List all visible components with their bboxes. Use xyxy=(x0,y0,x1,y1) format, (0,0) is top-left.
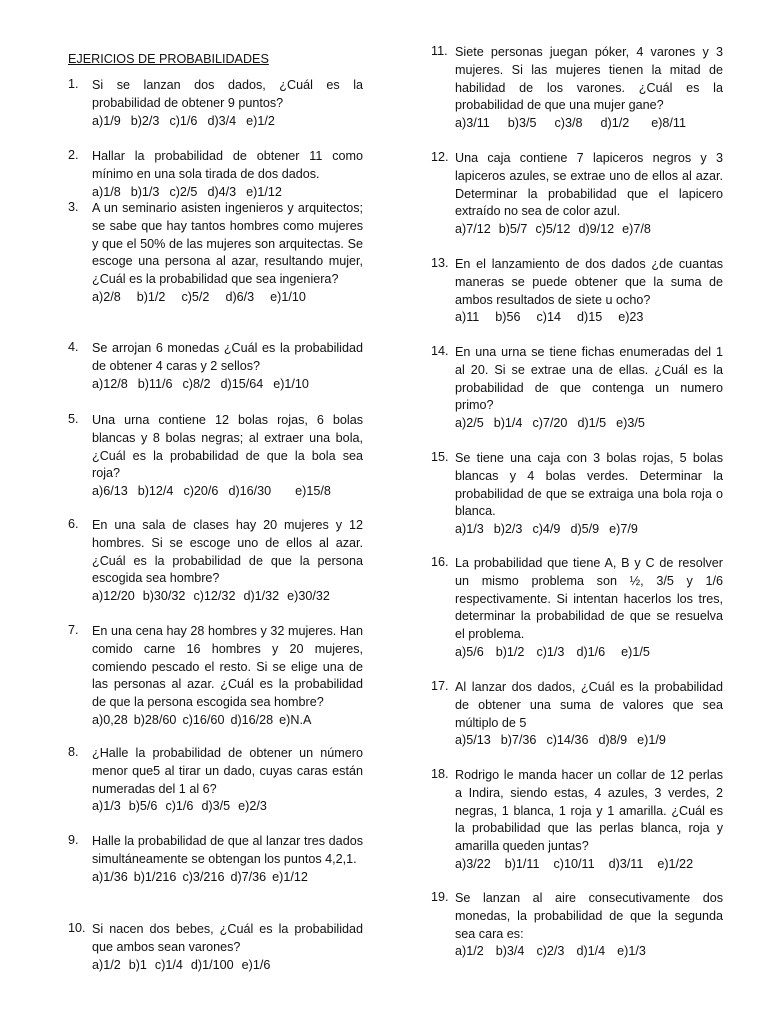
answer-option: d)8/9 xyxy=(598,733,628,748)
problem-number: 3. xyxy=(68,200,79,214)
answer-option: c)14/36 xyxy=(546,733,589,748)
problem-text: A un seminario asisten ingenieros y arquitectos; se sabe que hay tantos hombres como mujeres y que el 50% de las mujeres son arquitectas. Se escoge una persona al azar, resultando mujer, ¿Cuál es la probabilidad que sea ingeniera? xyxy=(92,201,363,287)
problem-text: Se lanzan al aire consecutivamente dos monedas, la probabilidad de que la segunda sea cara es: xyxy=(455,891,723,941)
answer-options xyxy=(455,644,723,662)
answer-option: a)5/6 xyxy=(455,644,484,659)
answer-option: b)1/2 xyxy=(495,644,525,659)
problem-number: 17. xyxy=(431,679,449,693)
answer-option: a)1/3 xyxy=(92,799,121,814)
problem-item xyxy=(68,623,363,730)
answer-option: c)14 xyxy=(536,310,561,325)
answer-option: b)1 xyxy=(128,957,147,972)
answer-option: e)23 xyxy=(618,310,644,325)
problem-number: 14. xyxy=(431,344,449,358)
answer-option: c)3/8 xyxy=(554,116,583,131)
answer-option: a)1/3 xyxy=(455,522,484,537)
answer-option: d)1/2 xyxy=(600,116,630,131)
answer-option: c)1/6 xyxy=(169,113,198,128)
answer-option: b)1/216 xyxy=(133,869,177,884)
answer-option: d)5/9 xyxy=(570,522,600,537)
problem-number: 4. xyxy=(68,340,79,354)
answer-option: a)11 xyxy=(455,310,480,325)
answer-option: b)2/3 xyxy=(130,113,160,128)
answer-option: d)1/6 xyxy=(576,644,606,659)
answer-option: d)16/30 xyxy=(228,484,272,499)
answer-option: c)8/2 xyxy=(182,376,211,391)
answer-option: e)1/9 xyxy=(637,733,666,748)
answer-option: e)7/9 xyxy=(609,522,638,537)
problem-text: Hallar la probabilidad de obtener 11 como mínimo en una sola tirada de dos dados. xyxy=(92,149,363,181)
answer-options xyxy=(92,289,363,307)
problem-text: En una urna se tiene fichas enumeradas del 1 al 20. Si se extrae una de ellas. ¿Cuál es la probabilidad de que contenga un numero primo? xyxy=(455,345,723,413)
answer-option: d)4/3 xyxy=(207,184,237,199)
answer-option: e)30/32 xyxy=(287,589,330,604)
answer-options xyxy=(455,309,723,327)
answer-option: c)2/3 xyxy=(536,944,565,959)
answer-option: c)10/11 xyxy=(553,856,595,871)
answer-option: b)30/32 xyxy=(142,589,186,604)
answer-option: c)7/20 xyxy=(532,416,568,431)
answer-options xyxy=(92,798,363,816)
answer-option: e)7/8 xyxy=(622,222,651,237)
problem-text: Rodrigo le manda hacer un collar de 12 perlas a Indira, siendo estas, 4 azules, 3 verdes, 2 negras, 1 blanca, 1 roja y 1 amarilla. ¿Cuál es la probabilidad que las perlas blanca, roja y amarilla queden juntas? xyxy=(455,768,723,854)
answer-option: d)3/11 xyxy=(608,856,644,871)
answer-option: b)2/3 xyxy=(493,522,523,537)
answer-option: e)15/8 xyxy=(295,484,331,499)
answer-option: a)0,28 xyxy=(92,712,128,727)
answer-option: e)1/12 xyxy=(272,869,308,884)
problem-number: 19. xyxy=(431,890,449,904)
problem-number: 7. xyxy=(68,623,79,637)
answer-option: e)1/12 xyxy=(246,184,282,199)
problem-number: 1. xyxy=(68,77,79,91)
answer-option: b)3/4 xyxy=(495,944,525,959)
answer-option: b)11/6 xyxy=(137,376,173,391)
problem-item xyxy=(431,767,723,874)
answer-option: c)12/32 xyxy=(193,589,236,604)
answer-option: b)1/2 xyxy=(136,289,166,304)
answer-options xyxy=(455,521,723,539)
answer-option: a)1/36 xyxy=(92,869,128,884)
problem-text: Se tiene una caja con 3 bolas rojas, 5 bolas blancas y 4 bolas verdes. Determinar la probabilidad de que se extraiga una bola roja o blanca. xyxy=(455,451,723,519)
answer-option: e)1/5 xyxy=(621,644,650,659)
answer-option: c)1/4 xyxy=(154,957,183,972)
answer-option: a)12/8 xyxy=(92,376,128,391)
answer-options xyxy=(92,957,363,975)
answer-option: a)3/11 xyxy=(455,116,490,131)
answer-option: a)1/2 xyxy=(92,957,121,972)
problem-text: En el lanzamiento de dos dados ¿de cuantas maneras se puede obtener que la suma de ambos resultados de siete u ocho? xyxy=(455,257,723,307)
answer-options xyxy=(92,184,363,202)
problem-item xyxy=(68,200,363,307)
problem-item xyxy=(431,890,723,961)
answer-option: a)5/13 xyxy=(455,733,491,748)
answer-option: b)1/11 xyxy=(504,856,540,871)
answer-option: d)6/3 xyxy=(225,289,255,304)
problem-item xyxy=(68,833,363,886)
answer-option: c)1/3 xyxy=(536,644,565,659)
problem-text: Si nacen dos bebes, ¿Cuál es la probabilidad que ambos sean varones? xyxy=(92,922,363,954)
answer-options xyxy=(92,712,363,730)
problem-number: 18. xyxy=(431,767,449,781)
answer-option: a)6/13 xyxy=(92,484,128,499)
problem-number: 16. xyxy=(431,555,449,569)
answer-option: b)7/36 xyxy=(500,733,537,748)
answer-option: e)1/3 xyxy=(617,944,646,959)
problem-text: Si se lanzan dos dados, ¿Cuál es la probabilidad de obtener 9 puntos? xyxy=(92,78,363,110)
answer-options xyxy=(92,483,363,501)
answer-option: a)12/20 xyxy=(92,589,135,604)
problem-number: 9. xyxy=(68,833,79,847)
answer-option: c)20/6 xyxy=(183,484,219,499)
answer-option: a)3/22 xyxy=(455,856,491,871)
answer-option: a)7/12 xyxy=(455,222,491,237)
answer-option: a)1/9 xyxy=(92,113,121,128)
answer-option: b)5/6 xyxy=(128,799,158,814)
answer-option: d)15 xyxy=(577,310,603,325)
problem-item xyxy=(68,745,363,816)
answer-option: d)3/4 xyxy=(207,113,237,128)
problem-number: 5. xyxy=(68,412,79,426)
answer-option: c)16/60 xyxy=(182,712,225,727)
problem-item xyxy=(68,77,363,130)
answer-options xyxy=(455,856,723,874)
problem-text: En una sala de clases hay 20 mujeres y 12 hombres. Si se escoge uno de ellos al azar. ¿Cuál es la probabilidad de que la persona escogida sea hombre? xyxy=(92,518,363,586)
answer-option: b)1/3 xyxy=(130,184,160,199)
answer-option: d)1/5 xyxy=(577,416,607,431)
answer-option: a)2/5 xyxy=(455,416,484,431)
answer-option: c)3/216 xyxy=(182,869,225,884)
problem-item xyxy=(68,412,363,501)
answer-option: e)N.A xyxy=(279,712,312,727)
problem-item xyxy=(431,256,723,327)
answer-option: a)1/2 xyxy=(455,944,484,959)
answer-option: a)1/8 xyxy=(92,184,121,199)
answer-option: e)1/10 xyxy=(270,289,306,304)
answer-option: b)3/5 xyxy=(507,116,537,131)
answer-option: d)15/64 xyxy=(220,376,264,391)
answer-options xyxy=(455,943,723,961)
answer-option: c)1/6 xyxy=(165,799,194,814)
problem-number: 13. xyxy=(431,256,449,270)
answer-option: c)2/5 xyxy=(169,184,198,199)
problem-text: Al lanzar dos dados, ¿Cuál es la probabilidad de obtener una suma de valores que sea múltiplo de 5 xyxy=(455,680,723,730)
answer-options xyxy=(92,113,363,131)
page-title: EJERICIOS DE PROBABILIDADES xyxy=(68,52,269,66)
answer-option: b)1/4 xyxy=(493,416,523,431)
problem-text: Siete personas juegan póker, 4 varones y 3 mujeres. Si las mujeres tienen la mitad de habilidad de los varones. ¿Cuál es la probabilidad de que una mujer gane? xyxy=(455,45,723,113)
problem-item xyxy=(68,340,363,393)
problem-item xyxy=(68,921,363,974)
answer-option: c)5/2 xyxy=(181,289,210,304)
problem-text: En una cena hay 28 hombres y 32 mujeres. Han comido carne 16 hombres y 20 mujeres, comiendo pescado el resto. Si se elige una de las personas al azar. ¿Cuál es la probabilidad de que la persona escogida sea hombre? xyxy=(92,624,363,710)
problem-text: Una caja contiene 7 lapiceros negros y 3 lapiceros azules, se extrae uno de ellos al azar. Determinar la probabilidad que el lapicero extraído no sea de color azul. xyxy=(455,151,723,219)
problem-item xyxy=(431,679,723,750)
problem-number: 6. xyxy=(68,517,79,531)
answer-option: d)16/28 xyxy=(230,712,274,727)
answer-options xyxy=(92,588,363,606)
problem-item xyxy=(431,150,723,239)
problem-item xyxy=(68,148,363,201)
problem-number: 8. xyxy=(68,745,79,759)
answer-option: d)1/4 xyxy=(576,944,606,959)
problem-text: Una urna contiene 12 bolas rojas, 6 bolas blancas y 8 bolas negras; al extraer una bola, ¿Cuál es la probabilidad de que la bola sea roja? xyxy=(92,413,363,481)
answer-option: e)8/11 xyxy=(651,116,686,131)
answer-option: b)56 xyxy=(495,310,521,325)
problem-text: La probabilidad que tiene A, B y C de resolver un mismo problema son ½, 3/5 y 1/6 respectivamente. Si intentan hacerlos los tres, determinar la probabilidad de que se resuelva el problema. xyxy=(455,556,723,642)
answer-option: d)1/100 xyxy=(190,957,234,972)
answer-option: d)7/36 xyxy=(230,869,267,884)
problem-text: ¿Halle la probabilidad de obtener un número menor que5 al tirar un dado, cuyas caras están numeradas del 1 al 6? xyxy=(92,746,363,796)
problem-item xyxy=(431,344,723,433)
problem-number: 11. xyxy=(431,44,448,58)
problem-item xyxy=(68,517,363,606)
problem-number: 15. xyxy=(431,450,449,464)
answer-option: b)5/7 xyxy=(498,222,528,237)
answer-options xyxy=(455,415,723,433)
answer-option: d)3/5 xyxy=(201,799,231,814)
answer-options xyxy=(455,221,723,239)
answer-option: e)3/5 xyxy=(616,416,645,431)
answer-option: d)1/32 xyxy=(243,589,280,604)
problem-number: 2. xyxy=(68,148,79,162)
answer-option: c)5/12 xyxy=(535,222,571,237)
answer-option: e)2/3 xyxy=(238,799,267,814)
answer-options xyxy=(92,869,363,887)
problem-item xyxy=(431,555,723,662)
answer-option: e)1/22 xyxy=(657,856,694,871)
problem-item xyxy=(431,44,723,133)
problem-number: 12. xyxy=(431,150,449,164)
answer-option: e)1/10 xyxy=(273,376,309,391)
answer-option: b)12/4 xyxy=(137,484,174,499)
answer-option: c)4/9 xyxy=(532,522,561,537)
answer-option: b)28/60 xyxy=(133,712,177,727)
answer-option: d)9/12 xyxy=(578,222,615,237)
problem-text: Se arrojan 6 monedas ¿Cuál es la probabilidad de obtener 4 caras y 2 sellos? xyxy=(92,341,363,373)
problem-number: 10. xyxy=(68,921,86,935)
answer-option: e)1/6 xyxy=(241,957,271,972)
answer-options xyxy=(455,115,723,133)
answer-option: e)1/2 xyxy=(246,113,275,128)
answer-option: a)2/8 xyxy=(92,289,121,304)
answer-options xyxy=(455,732,723,750)
problem-item xyxy=(431,450,723,539)
problem-text: Halle la probabilidad de que al lanzar tres dados simultáneamente se obtengan los puntos 4,2,1. xyxy=(92,834,363,866)
answer-options xyxy=(92,376,363,394)
